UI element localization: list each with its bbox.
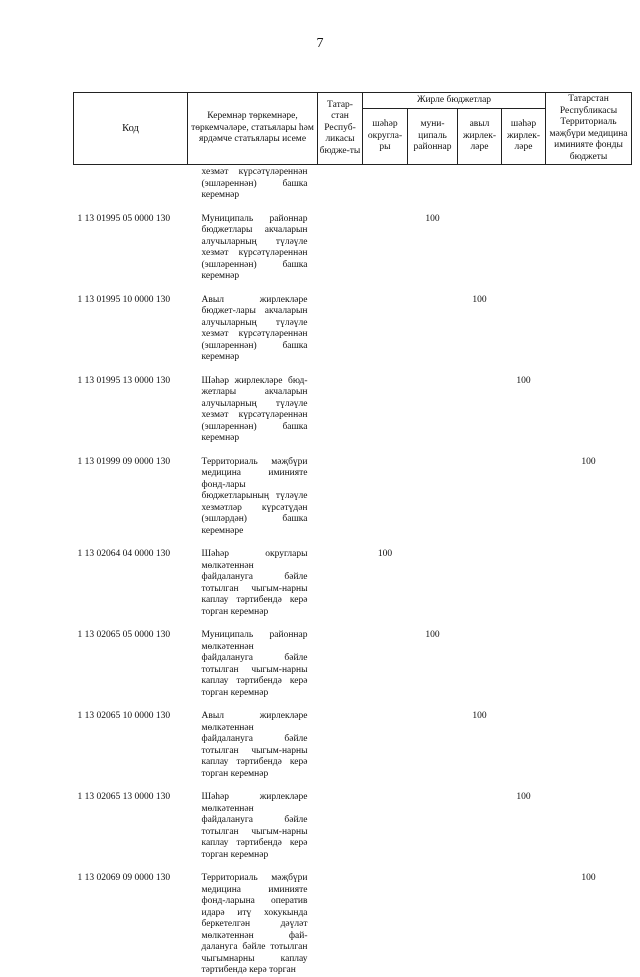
- percent-value: [458, 861, 502, 977]
- percent-value: 100: [425, 630, 440, 640]
- percent-value: [318, 202, 363, 283]
- revenue-name: Шәһәр жирлекләре мөлкәтеннән файдалануга бәйле тотылган чыгым-нарны каплау тәртибендә керә торган керемнәр: [201, 792, 308, 860]
- table-row: [74, 780, 632, 861]
- percent-value: [458, 445, 502, 538]
- percent-value: [408, 165, 458, 202]
- percent-value: [408, 283, 458, 364]
- header-code: Код: [74, 93, 188, 165]
- revenue-name: Территориаль мәҗбүри медицина иминияте фонд-ларына оператив идарә итү хокукында беркетелгән дәүләт мөлкәтеннән фай-далануга бәйле тотылган чыгымнарны каплау тәртибендә керә торган: [201, 873, 308, 975]
- revenue-code: 1 13 02065 13 0000 130: [77, 792, 171, 802]
- percent-value: [458, 618, 502, 699]
- table-row: [74, 283, 632, 364]
- revenue-name: Авыл жирлекләре бюджет-лары акчаларын алучыларның түләүле хезмәт күрсәтүләреннән (эшләреннән) башка керемнәр: [201, 294, 308, 362]
- header-urban-settlements: шәһәр жирлек-ләре: [502, 109, 546, 165]
- percent-value: [318, 445, 363, 538]
- percent-value: [318, 537, 363, 618]
- table-row: [74, 364, 632, 445]
- percent-value: [318, 283, 363, 364]
- percent-value: [363, 780, 408, 861]
- percent-value: [408, 364, 458, 445]
- revenue-name: Территориаль мәҗбүри медицина иминияте фонд-лары бюджетларының түләүле хезмәтләр күрсәтүдән (эшләрдән) башка керемнәре: [201, 456, 308, 536]
- percent-value: [318, 165, 363, 202]
- table-row: [74, 699, 632, 780]
- percent-value: [363, 699, 408, 780]
- table-row: [74, 618, 632, 699]
- table-row: [74, 202, 632, 283]
- percent-value: 100: [581, 456, 596, 467]
- revenue-name: Шәһәр жирлекләре бюд-жетлары акчаларын алучыларның түләүле хезмәт күрсәтүләреннән (эшләреннән) башка керемнәр: [201, 375, 308, 443]
- percent-value: [502, 861, 546, 977]
- percent-value: [363, 165, 408, 202]
- percent-value: [363, 202, 408, 283]
- percent-value: [546, 699, 632, 780]
- percent-value: [363, 618, 408, 699]
- percent-value: [546, 618, 632, 699]
- percent-value: [546, 780, 632, 861]
- percent-value: [546, 165, 632, 202]
- header-local-budgets: Жирле бюджетлар: [363, 93, 546, 109]
- revenue-name: Шәһәр округлары мөлкәтеннән файдалануга бәйле тотылган чыгым-нарны каплау тәртибендә керә торган керемнәр: [201, 549, 308, 617]
- percent-value: 100: [516, 792, 531, 802]
- percent-value: [318, 699, 363, 780]
- percent-value: [502, 699, 546, 780]
- percent-value: [408, 537, 458, 618]
- revenue-name-cell: [188, 165, 318, 202]
- header-medical-fund: Татарстан Республикасы Территориаль мәҗбүри медицина иминияте фонды бюджеты: [546, 93, 632, 165]
- percent-value: [363, 283, 408, 364]
- header-tatarstan-budget: Татар-стан Респуб-ликасы бюдже-ты: [318, 93, 363, 165]
- header-name: Керемнәр төркемнәре, төркемчәләре, статьялары һәм ярдәмче статьялары исеме: [188, 93, 318, 165]
- revenue-code: 1 13 01995 10 0000 130: [77, 294, 171, 305]
- percent-value: [318, 618, 363, 699]
- percent-value: [546, 283, 632, 364]
- percent-value: [502, 202, 546, 283]
- revenue-name-cell: [188, 445, 318, 538]
- table-row: [74, 861, 632, 977]
- percent-value: [318, 861, 363, 977]
- percent-value: [458, 537, 502, 618]
- budget-revenue-table: [73, 92, 632, 977]
- revenue-name: хезмәт күрсәтүләреннән (эшләреннән) башка керемнәр: [201, 167, 308, 200]
- percent-value: 100: [472, 294, 487, 305]
- revenue-name-cell: [188, 780, 318, 861]
- percent-value: [363, 364, 408, 445]
- percent-value: 100: [516, 375, 531, 386]
- table-body: [74, 165, 632, 977]
- percent-value: [502, 537, 546, 618]
- revenue-name: Муниципаль районнар бюджетлары акчаларын алучыларның түләүле хезмәт күрсәтүләреннән (эшләреннән) башка керемнәр: [201, 213, 308, 281]
- percent-value: [318, 364, 363, 445]
- revenue-code: 1 13 01999 09 0000 130: [77, 456, 171, 467]
- revenue-name: Авыл жирлекләре мөлкәтеннән файдалануга бәйле тотылган чыгым-нарны каплау тәртибендә керә торган керемнәр: [201, 711, 308, 779]
- revenue-code: [74, 165, 188, 202]
- percent-value: [318, 780, 363, 861]
- percent-value: [546, 202, 632, 283]
- revenue-name-cell: [188, 618, 318, 699]
- percent-value: 100: [472, 711, 487, 721]
- percent-value: [363, 861, 408, 977]
- revenue-name-cell: [188, 283, 318, 364]
- revenue-name-cell: [188, 364, 318, 445]
- percent-value: [502, 618, 546, 699]
- percent-value: [408, 861, 458, 977]
- revenue-name-cell: [188, 537, 318, 618]
- revenue-code: 1 13 01995 13 0000 130: [77, 375, 171, 386]
- revenue-code: 1 13 02069 09 0000 130: [77, 873, 171, 883]
- percent-value: [458, 364, 502, 445]
- percent-value: 100: [425, 213, 440, 224]
- revenue-code: 1 13 02065 05 0000 130: [77, 630, 171, 640]
- revenue-code: 1 13 02064 04 0000 130: [77, 549, 171, 559]
- percent-value: [546, 537, 632, 618]
- revenue-name: Муниципаль районнар мөлкәтеннән файдалануга бәйле тотылган чыгым-нарны каплау тәртибендә керә торган керемнәр: [201, 630, 308, 698]
- table-row: [74, 445, 632, 538]
- percent-value: [458, 165, 502, 202]
- header-city-districts: шәһәр округла-ры: [363, 109, 408, 165]
- percent-value: [408, 699, 458, 780]
- header-municipal-districts: муни-ципаль районнар: [408, 109, 458, 165]
- revenue-name-cell: [188, 202, 318, 283]
- revenue-name-cell: [188, 861, 318, 977]
- percent-value: [408, 780, 458, 861]
- percent-value: 100: [581, 873, 596, 883]
- percent-value: [502, 165, 546, 202]
- percent-value: [363, 445, 408, 538]
- percent-value: 100: [377, 549, 393, 559]
- revenue-name-cell: [188, 699, 318, 780]
- revenue-code: 1 13 01995 05 0000 130: [77, 213, 171, 224]
- percent-value: [546, 364, 632, 445]
- revenue-code: 1 13 02065 10 0000 130: [77, 711, 171, 721]
- percent-value: [458, 780, 502, 861]
- table-row: [74, 537, 632, 618]
- percent-value: [502, 445, 546, 538]
- percent-value: [458, 202, 502, 283]
- table-row: [74, 165, 632, 202]
- percent-value: [502, 283, 546, 364]
- header-rural-settlements: авыл жирлек-ләре: [458, 109, 502, 165]
- page-number: 7: [316, 36, 324, 51]
- percent-value: [408, 445, 458, 538]
